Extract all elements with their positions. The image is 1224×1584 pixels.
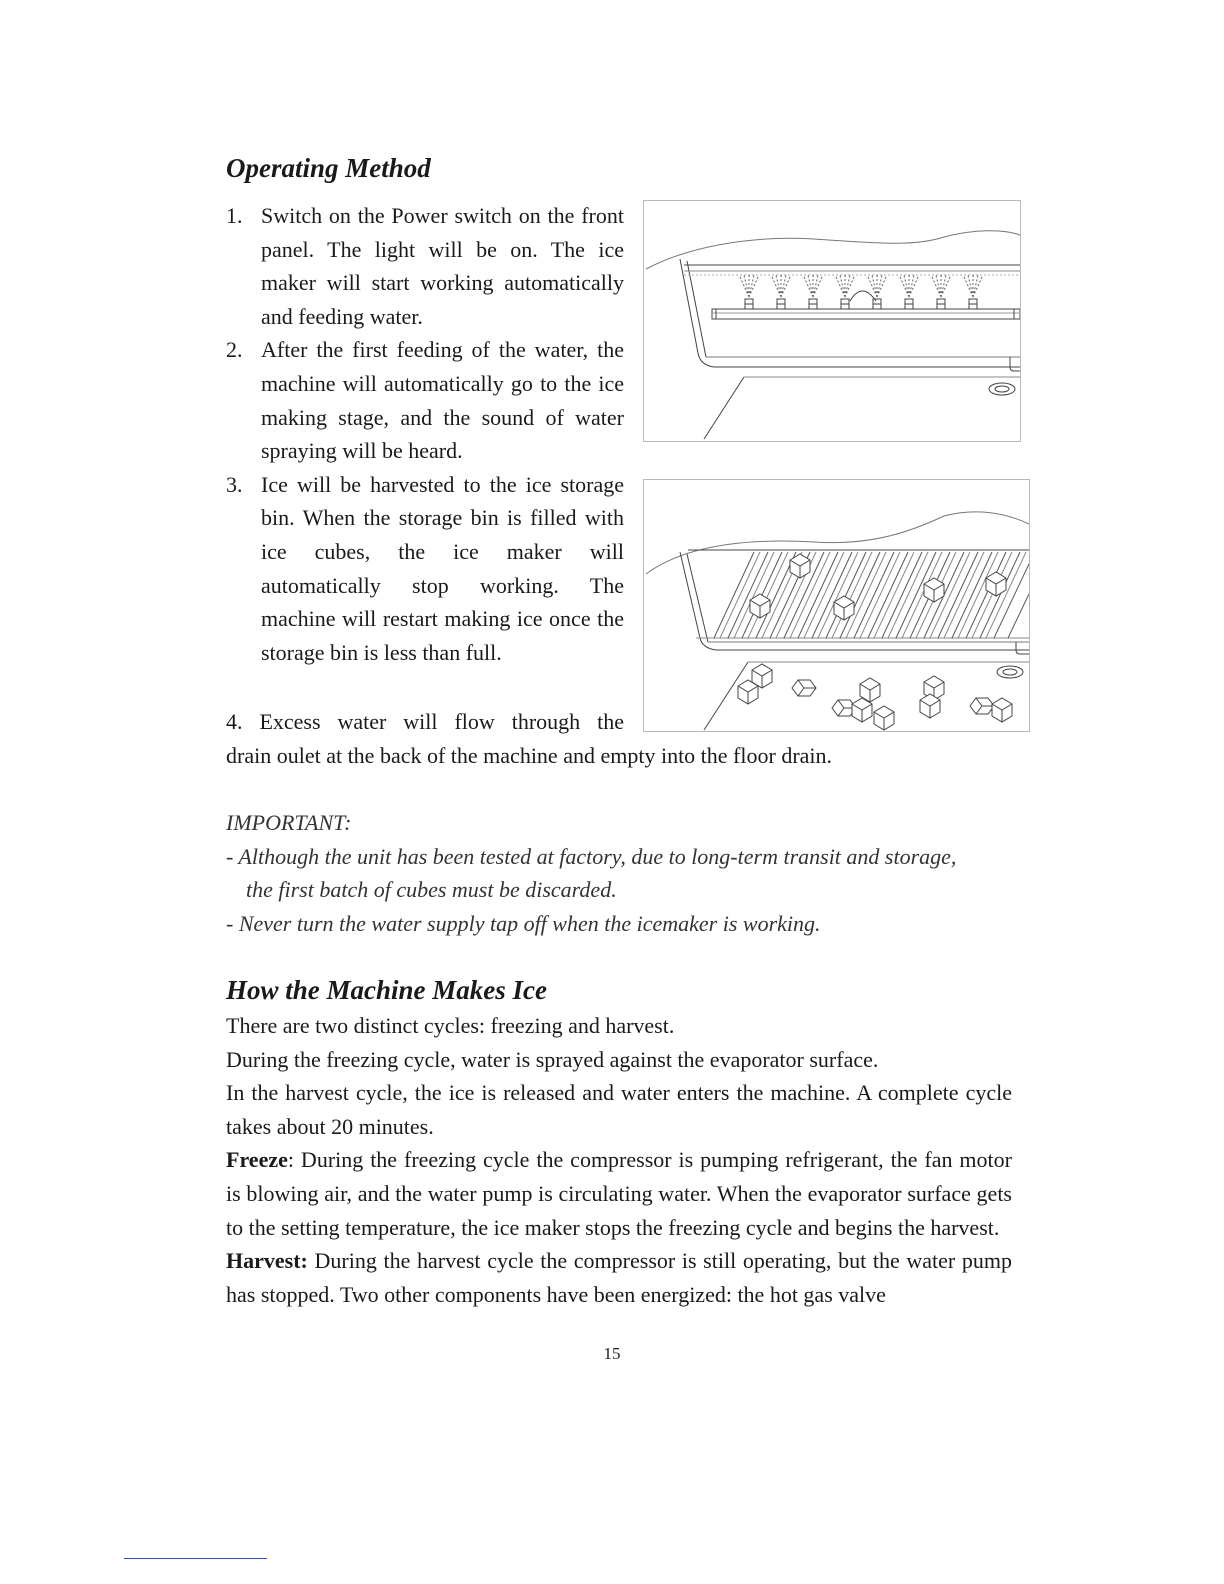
step-number: 1.	[226, 203, 243, 228]
freeze-paragraph	[226, 1143, 1012, 1244]
important-heading: IMPORTANT:	[226, 810, 352, 835]
harvest-label: Harvest:	[226, 1248, 308, 1274]
important-notes	[226, 806, 1026, 940]
paragraph: During the freezing cycle, water is sprayed against the evaporator surface.	[226, 1046, 879, 1072]
paragraph: In the harvest cycle, the ice is released and water enters the machine. A complete cycle takes about 20 minutes.	[226, 1080, 1012, 1139]
step-4-line-2: drain oulet at the back of the machine and empty into the floor drain.	[226, 742, 833, 768]
paragraph: There are two distinct cycles: freezing and harvest.	[226, 1013, 675, 1038]
section-title-operating-method: Operating Method	[226, 153, 431, 183]
freeze-text: : During the freezing cycle the compressor is pumping refrigerant, the fan motor is blowing air, and the water pump is circulating water. When the evaporator surface gets to the setting temperature, the ice maker stops the freezing cycle and begins the harvest.	[226, 1147, 1012, 1240]
how-section-body	[226, 1009, 1012, 1311]
operating-steps-list	[226, 199, 624, 669]
step-text: After the first feeding of the water, the machine will automatically go to the ice making stage, and the sound of water spraying will be heard.	[261, 337, 624, 464]
page-number: 15	[603, 1344, 621, 1363]
list-item	[226, 468, 624, 670]
step-4-line-1: 4. Excess water will flow through the	[226, 709, 624, 734]
list-item	[226, 199, 624, 333]
section-title-how-machine-makes-ice: How the Machine Makes Ice	[226, 975, 547, 1005]
important-note-2: - Never turn the water supply tap off when the icemaker is working.	[226, 910, 821, 936]
step-text: Switch on the Power switch on the front panel. The light will be on. The ice maker will start working automatically and feeding water.	[261, 203, 624, 329]
freeze-label: Freeze	[226, 1147, 288, 1173]
step-number: 3.	[226, 471, 243, 497]
figure-ice-making-spray	[643, 200, 1021, 442]
important-note-1: - Although the unit has been tested at factory, due to long-term transit and storage,	[226, 843, 957, 869]
harvest-text: During the harvest cycle the compressor is still operating, but the water pump has stopped. Two other components have been energized: the hot gas valve	[226, 1248, 1012, 1307]
footer-rule	[124, 1558, 267, 1559]
step-number: 2.	[226, 337, 243, 363]
figure-ice-harvest-bin	[643, 479, 1030, 732]
list-item	[226, 333, 624, 467]
harvest-paragraph	[226, 1244, 1012, 1311]
important-note-1-continued: the first batch of cubes must be discarded.	[246, 877, 617, 903]
step-text: Ice will be harvested to the ice storage bin. When the storage bin is filled with ice cubes, the ice maker will automatically stop working. The machine will restart making ice once the storage bin is less than full.	[261, 471, 624, 665]
